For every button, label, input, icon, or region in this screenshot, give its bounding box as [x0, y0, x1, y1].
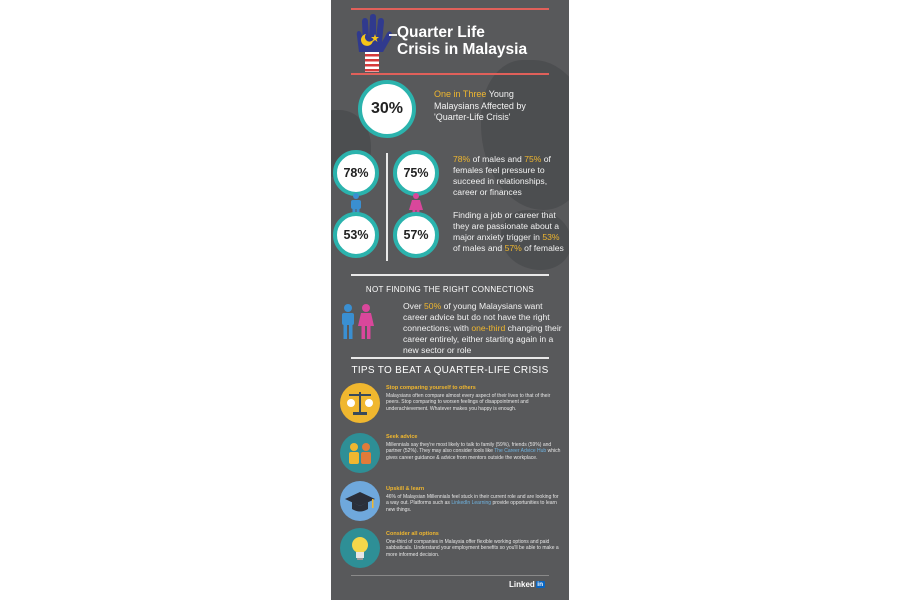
tip-icon-compare [340, 383, 380, 423]
connections-text-2: of young Malaysians want career advice but do not have the right connections; with [403, 301, 550, 333]
stat-main-desc: Young Malaysians Affected by 'Quarter-Life Crisis' [434, 89, 526, 122]
female-anxiety-percent: 57% [403, 228, 429, 242]
scale-icon [340, 383, 380, 423]
pressure-value-male: 78% [453, 154, 471, 164]
connections-text [403, 301, 566, 356]
linkedin-logo-box: in [537, 581, 544, 588]
anxiety-text-1: Finding a job or career that they are passionate about a major anxiety trigger in [453, 210, 560, 242]
tips-divider [351, 357, 549, 359]
tip-text-3-body: 46% of Malaysian Millennials feel stuck in their current role and are looking for a way out. Platforms such as [386, 494, 559, 507]
linkedin-learning-link[interactable]: LinkedIn Learning [451, 500, 492, 507]
stat-main-highlight: One in Three [434, 89, 487, 99]
stat-main-text [434, 89, 539, 124]
infographic [331, 0, 569, 600]
male-pressure-percent: 78% [343, 166, 369, 180]
tip-icon-upskill [340, 481, 380, 521]
stat-circle-male-anxiety [333, 212, 379, 258]
pressure-text-2: of females feel pressure to succeed in relationships, career or finances [453, 154, 551, 197]
tip-title-2: Seek advice [386, 434, 418, 440]
linkedin-logo [509, 580, 545, 589]
pressure-value-female: 75% [524, 154, 542, 164]
title-line-2: Crisis in Malaysia [397, 41, 528, 58]
tip-text-4 [386, 539, 562, 558]
career-advice-hub-link[interactable]: The Career Advice Hub [494, 448, 547, 455]
stat-circle-main [358, 80, 416, 138]
pressure-text-1: of males and [470, 154, 525, 164]
tip-text-2-end: which gives career guidance & advice from mentors outside the workplace. [386, 448, 561, 461]
connections-value-1: 50% [424, 301, 442, 311]
connections-heading: NOT FINDING THE RIGHT CONNECTIONS [365, 285, 535, 294]
tip-text-2 [386, 442, 562, 461]
anxiety-value-male: 53% [542, 232, 560, 242]
footer-divider [351, 575, 549, 576]
tips-heading: TIPS TO BEAT A QUARTER-LIFE CRISIS [351, 365, 549, 376]
malaysia-flag-hand-icon [349, 12, 397, 74]
female-pressure-percent: 75% [403, 166, 429, 180]
connections-text-1: Over [403, 301, 425, 311]
tip-text-2-body: Millennials say they're most likely to talk to family (59%), friends (59%) and partner (52%). They may also consider tools like [386, 442, 552, 455]
tip-title-3: Upskill & learn [386, 486, 425, 492]
title-dash [389, 34, 397, 36]
title-line-1: Quarter Life [397, 24, 485, 41]
conversation-icon [340, 433, 380, 473]
anxiety-text-3: of females [521, 243, 564, 253]
top-divider [351, 8, 549, 10]
stat-main-percent: 30% [370, 100, 404, 117]
tip-text-4-body: One-third of companies in Malaysia offer flexible working options and paid sabbaticals. Understand your employment benefits so you'll be able to make a more informed decision. [386, 539, 559, 558]
stat-circle-female-pressure [393, 150, 439, 196]
stats-divider [386, 153, 388, 261]
stat-circle-female-anxiety [393, 212, 439, 258]
graduation-cap-icon [340, 481, 380, 521]
tip-text-3 [386, 494, 562, 513]
male-anxiety-percent: 53% [343, 228, 369, 242]
anxiety-text [453, 210, 565, 254]
page-title [397, 24, 567, 58]
tip-text-1 [386, 393, 562, 412]
tip-title-1: Stop comparing yourself to others [386, 385, 476, 391]
tip-text-3-end: provide opportunities to learn new things. [386, 500, 557, 513]
connections-divider [351, 274, 549, 276]
connections-value-2: one-third [471, 323, 506, 333]
pressure-text [453, 154, 563, 198]
title-divider [351, 73, 549, 75]
tip-title-4: Consider all options [386, 531, 439, 537]
tip-icon-options [340, 528, 380, 568]
anxiety-text-2: of males and [453, 243, 505, 253]
lightbulb-icon [340, 528, 380, 568]
linkedin-logo-text: Linked [509, 580, 535, 589]
tip-text-1-body: Malaysians often compare almost every aspect of their lives to that of their peers. Stop comparing to worsen feelings of disappointment and underachievement. Whatever makes you happy is enough. [386, 393, 551, 412]
tip-icon-advice [340, 433, 380, 473]
connections-text-3: changing their career entirely, either starting again in a new sector or role [403, 323, 562, 355]
anxiety-value-female: 57% [504, 243, 522, 253]
stat-circle-male-pressure [333, 150, 379, 196]
people-icon [339, 304, 375, 340]
